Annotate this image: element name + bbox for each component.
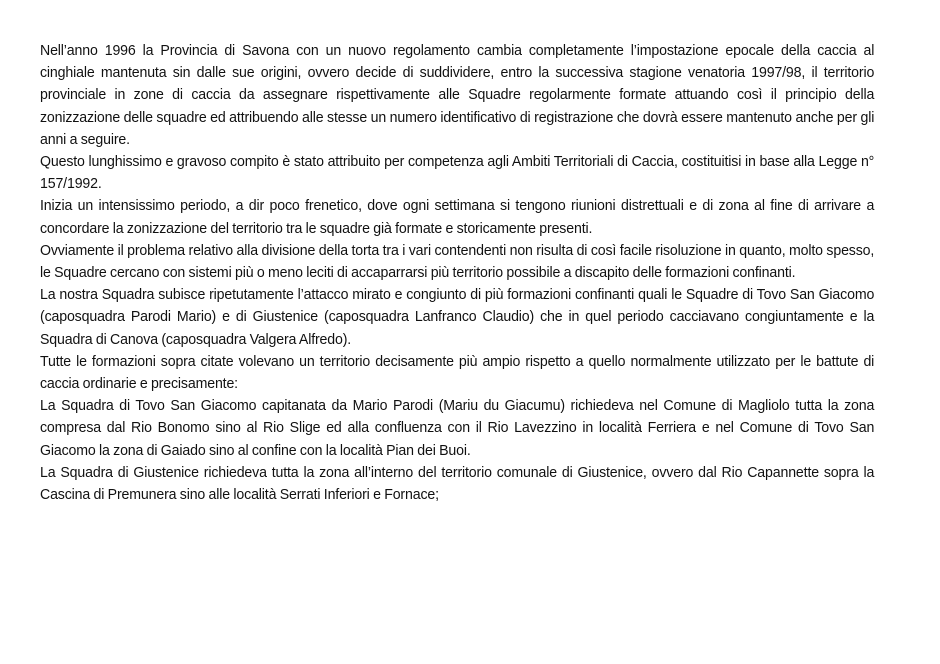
- paragraph: Questo lunghissimo e gravoso compito è stato attribuito per competenza agli Ambiti Territoriali di Caccia, costituitisi in base alla Legge n° 157/1992.: [40, 154, 875, 193]
- paragraph: La Squadra di Tovo San Giacomo capitanata da Mario Parodi (Mariu du Giacumu) richiedeva nel Comune di Magliolo tutta la zona compresa dal Rio Bonomo sino al Rio Slige ed alla confluenza con il Rio Lavezzino in località Ferriera e nel Comune di Tovo San Giacomo la zona di Gaiado sino al confine con la località Pian dei Buoi.: [40, 398, 875, 459]
- paragraph: Nell’anno 1996 la Provincia di Savona con un nuovo regolamento cambia completamente l’impostazione epocale della caccia al cinghiale mantenuta sin dalle sue origini, ovvero decide di suddividere, entro la successiva stagione venatoria 1997/98, il territorio provinciale in zone di caccia da assegnare rispettivamente alle Squadre regolarmente formate attuando così il principio della zonizzazione delle squadre ed attribuendo alle stesse un numero identificativo di registrazione che dovrà essere mantenuto anche per gli anni a seguire.: [40, 43, 875, 148]
- paragraph: Tutte le formazioni sopra citate volevano un territorio decisamente più ampio rispetto a quello normalmente utilizzato per le battute di caccia ordinarie e precisamente:: [40, 353, 875, 393]
- document-body: [40, 40, 874, 506]
- paragraph: Ovviamente il problema relativo alla divisione della torta tra i vari contendenti non risulta di così facile risoluzione in quanto, molto spesso, le Squadre cercano con sistemi più o meno leciti di accaparrarsi più territorio possibile a discapito delle formazioni confinanti.: [40, 242, 875, 282]
- paragraph: La nostra Squadra subisce ripetutamente l’attacco mirato e congiunto di più formazioni confinanti quali le Squadre di Tovo San Giacomo (caposquadra Parodi Mario) e di Giustenice (caposquadra Lanfranco Claudio) che in quel periodo cacciavano congiuntamente e la Squadra di Canova (caposquadra Valgera Alfredo).: [40, 287, 875, 348]
- paragraph: Inizia un intensissimo periodo, a dir poco frenetico, dove ogni settimana si tengono riunioni distrettuali e di zona al fine di arrivare a concordare la zonizzazione del territorio tra le squadre già formate e storicamente presenti.: [40, 198, 875, 237]
- paragraph: La Squadra di Giustenice richiedeva tutta la zona all’interno del territorio comunale di Giustenice, ovvero dal Rio Capannette sopra la Cascina di Premunera sino alle località Serrati Inferiori e Fornace;: [40, 464, 875, 504]
